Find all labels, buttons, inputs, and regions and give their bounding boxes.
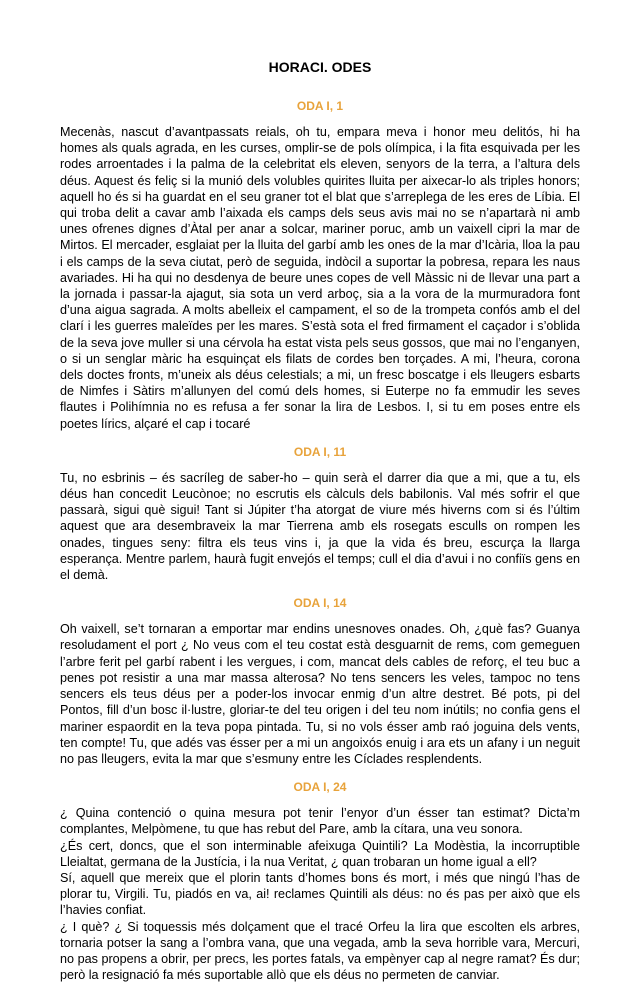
ode-section-11 xyxy=(60,444,580,583)
document-title: HORACI. ODES xyxy=(268,59,372,75)
ode-paragraph: Mecenàs, nascut d’avantpassats reials, oh tu, empara meva i honor meu delitós, hi ha homes als quals agrada, en les curses, omplir-se de pols olímpica, i la fita esquivada per les rodes arroentades i la palma de la celebritat els eleven, senyors de la terra, a l’altura dels déus. Aquest és feliç si la munió dels volubles quirites lluita per aixecar-lo als triples honors; aquell ho és si ha guardat en el seu graner tot el blat que s’arreplega de les eres de Líbia. El qui troba delit a cavar amb l’aixada els camps dels seus avis mai no se n’apartarà ni amb unes ofrenes dignes d’Àtal per anar a solcar, mariner poruc, amb un vaixell cipri la mar de Mirtos. El mercader, esglaiat per la lluita del garbí amb les ones de la mar d’Icària, lloa la pau i els camps de la seva ciutat, però de seguida, indòcil a suportar la pobresa, repara les naus avariades. Hi ha qui no desdenya de beure unes copes de vell Màssic ni de llevar una part a la jornada i passar-la ajagut, sia sota un verd arboç, sia a la vora de la murmuradora font d’una aigua sagrada. A molts abelleix el campament, el so de la trompeta confós amb el del clarí i les guerres maleïdes per les mares. S’està sota el fred firmament el caçador i s’oblida de la seva jove muller si una cérvola ha estat vista pels seus gossos, que mai no l’enganyen, o si un senglar màric ha esquinçat els filats de cordes ben torçades. A mi, l’heura, corona dels doctes fronts, m’uneix als déus celestials; a mi, un fresc boscatge i els lleugers esbarts de Nimfes i Sàtirs m’allunyen del comú dels homes, si Euterpe no fa emmudir les seves flautes i Polihímnia no es refusa a fer sonar la lira de Lesbos. I, si tu em poses entre els poetes lírics, alçaré el cap i tocaré xyxy=(60,125,580,431)
ode-body xyxy=(60,470,580,583)
ode-heading: ODA I, 14 xyxy=(293,596,347,611)
ode-body xyxy=(60,124,580,432)
ode-section-1 xyxy=(60,98,580,432)
ode-paragraph: ¿ I què? ¿ Si toquessis més dolçament que el tracé Orfeu la lira que escolten els arbres, tornaria potser la sang a l’ombra vana, que una vegada, amb la seva horrible vara, Mercuri, no pas propens a obrir, per precs, les portes fatals, va empènyer cap al negre ramat? És dur; però la resignació fa més suportable allò que els déus no permeten de canviar. xyxy=(60,919,580,983)
ode-paragraph: ¿ Quina contenció o quina mesura pot tenir l’enyor d’un ésser tan estimat? Dicta’m complantes, Melpòmene, tu que has rebut del Pare, amb la cítara, una veu sonora. xyxy=(60,806,580,837)
ode-paragraph: Sí, aquell que mereix que el plorin tants d’homes bons és mort, i més que ningú l’has de plorar tu, Virgili. Tu, piadós en va, ai! reclames Quintili als déus: no és pas per això que els l’havies confiat. xyxy=(60,870,580,918)
ode-body xyxy=(60,621,580,767)
ode-paragraph: Oh vaixell, se’t tornaran a emportar mar endins unesnoves onades. Oh, ¿què fas? Guanya resoludament el port ¿ No veus com el teu costat està desguarnit de rems, com gemeguen l’arbre ferit pel garbí rabent i les vergues, i com, mancat dels cables de reforç, el teu buc a penes pot resistir a una mar massa alterosa? No tens sencers les veles, tampoc no tens sencers els teus déus per a poder-los invocar enmig d’un altre destret. Bé pots, pi del Pontos, fill d’un bosc il·lustre, gloriar-te del teu origen i del teu nom inútils; no confia gens el mariner espaordit en la teva popa pintada. Tu, si no vols ésser amb raó joguina dels vents, ten compte! Tu, que adés vas ésser per a mi un angoixós enuig i ara ets un afany i un neguit no pas lleugers, evita la mar que s’esmuny entre les Cíclades resplendents. xyxy=(60,622,580,766)
ode-heading: ODA I, 11 xyxy=(293,444,347,459)
ode-paragraph: ¿És cert, doncs, que el son interminable afeixuga Quintili? La Modèstia, la incorruptible Lleialtat, germana de la Justícia, i la nua Veritat, ¿ quan trobaran un home igual a ell? xyxy=(60,838,580,869)
ode-body xyxy=(60,805,580,983)
ode-heading: ODA I, 24 xyxy=(293,780,347,795)
ode-heading: ODA I, 1 xyxy=(296,99,344,113)
document-page xyxy=(60,58,580,995)
ode-section-24 xyxy=(60,779,580,983)
ode-paragraph: Tu, no esbrinis – és sacríleg de saber-ho – quin serà el darrer dia que a mi, que a tu, els déus han concedit Leucònoe; no escrutis els càlculs dels babilonis. Val més sofrir el que passarà, sigui què sigui! Tant si Júpiter t’ha atorgat de viure més hiverns com si és l’últim aquest que ara desembraveix la mar Tierrena amb els rosegats esculls on rompen les onades, tingues seny: filtra els teus vins i, ja que la vida és breu, escurça la llarga esperança. Mentre parlem, haurà fugit envejós el temps; cull el dia d’avui i no confiïs gens en el demà. xyxy=(60,470,580,583)
ode-section-14 xyxy=(60,595,580,767)
